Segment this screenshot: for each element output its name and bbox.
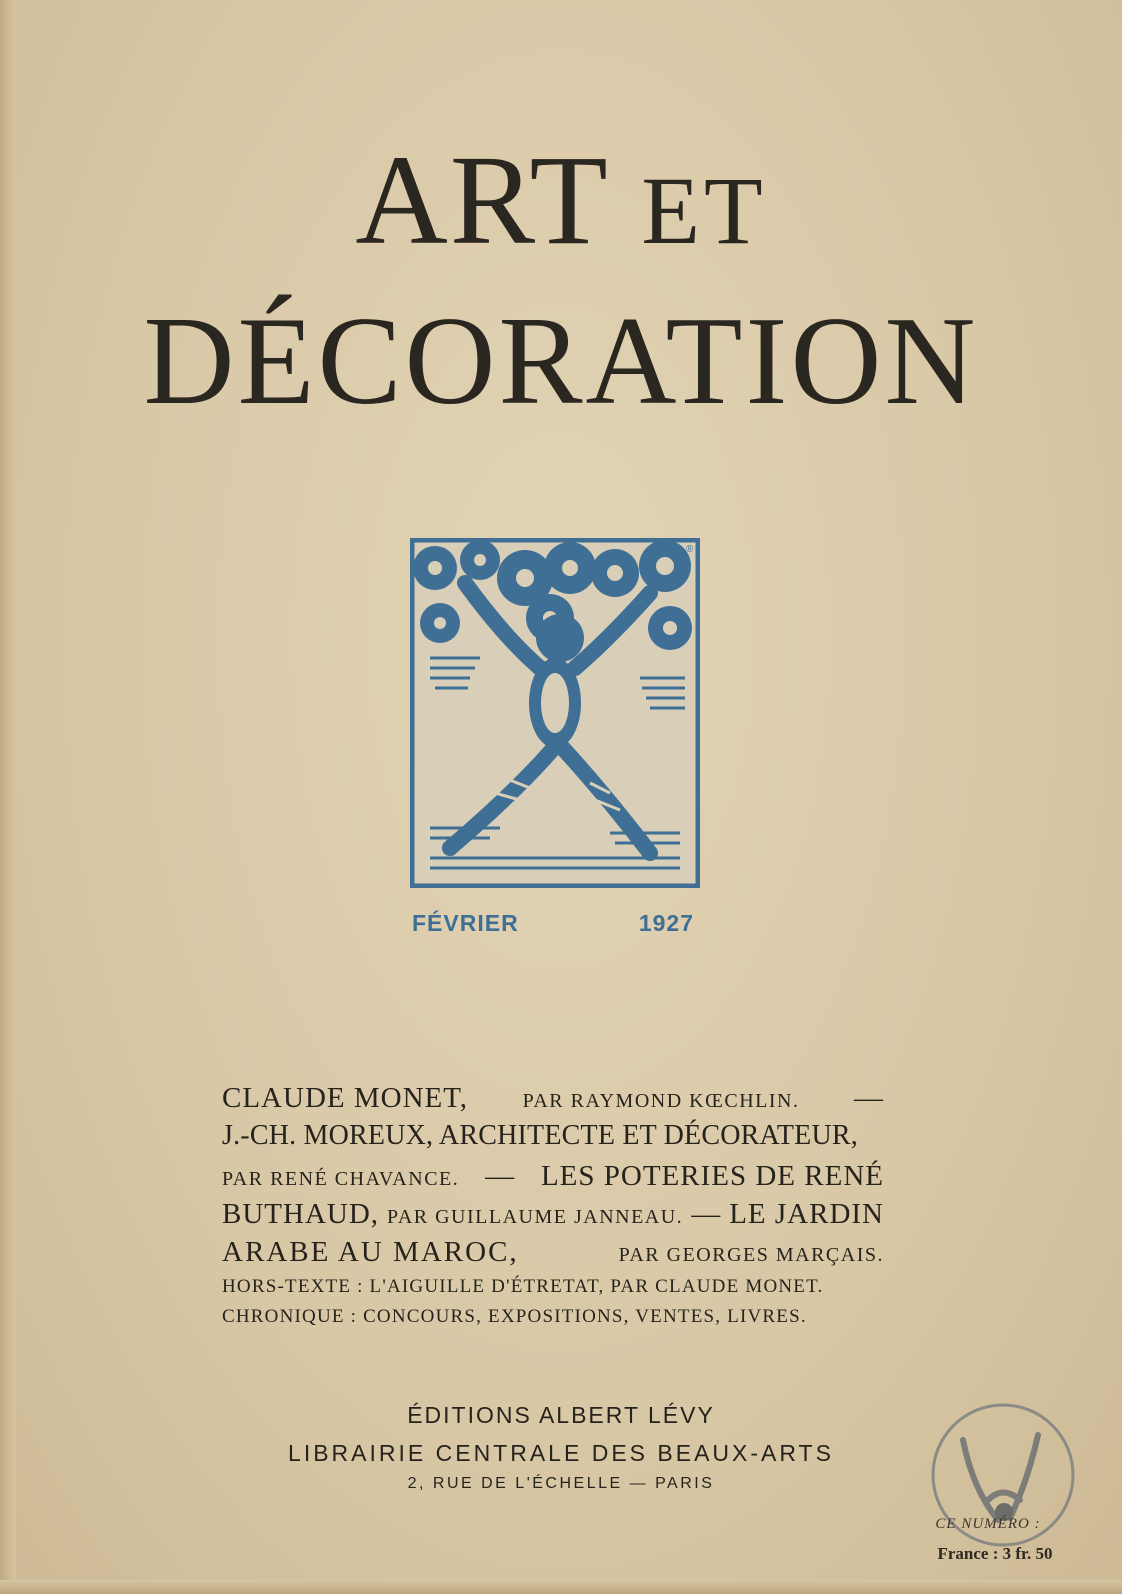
masthead-line-2: DÉCORATION xyxy=(143,292,979,431)
issue-year: 1927 xyxy=(638,910,694,936)
article-title: LE JARDIN xyxy=(729,1198,884,1230)
article-title: ARABE AU MAROC, xyxy=(222,1236,519,1268)
hors-texte-line: HORS-TEXTE : L'AIGUILLE D'ÉTRETAT, PAR CLAUDE MONET. xyxy=(222,1276,824,1297)
article-title: CLAUDE MONET, xyxy=(222,1082,469,1114)
separator-dash: — xyxy=(854,1082,884,1114)
article-author: PAR GEORGES MARÇAIS. xyxy=(618,1244,884,1266)
publisher-library: LIBRAIRIE CENTRALE DES BEAUX-ARTS xyxy=(288,1440,834,1466)
article-author: PAR RAYMOND KŒCHLIN. xyxy=(522,1090,800,1112)
article-author: PAR GUILLAUME JANNEAU. xyxy=(387,1206,684,1228)
contents-line xyxy=(222,1236,884,1276)
article-author: PAR RENÉ CHAVANCE. xyxy=(222,1168,460,1190)
publisher-name: ÉDITIONS ALBERT LÉVY xyxy=(407,1402,715,1428)
masthead-line-1 xyxy=(0,130,1122,281)
separator-dash: — xyxy=(485,1160,516,1192)
svg-text:®: ® xyxy=(686,544,694,555)
issue-date xyxy=(410,910,700,944)
publisher-address: 2, RUE DE L'ÉCHELLE — PARIS xyxy=(407,1475,715,1492)
masthead-et: ET xyxy=(641,157,767,264)
woodcut-faun-illustration xyxy=(410,538,700,888)
contents-line xyxy=(222,1198,884,1236)
price-value: France : 3 fr. 50 xyxy=(937,1544,1053,1563)
table-of-contents xyxy=(222,1082,884,1336)
issue-month: FÉVRIER xyxy=(412,910,519,936)
article-title: LES POTERIES DE RENÉ xyxy=(540,1160,884,1192)
article-title: J.-CH. MOREUX, ARCHITECTE ET DÉCORATEUR, xyxy=(222,1120,858,1151)
paper-edge-bottom xyxy=(0,1580,1122,1594)
price-label: CE NUMÉRO : xyxy=(935,1516,1041,1532)
article-title: BUTHAUD, xyxy=(222,1198,380,1230)
separator-dash: — xyxy=(691,1198,722,1230)
contents-line xyxy=(222,1120,884,1160)
chronique-line: CHRONIQUE : CONCOURS, EXPOSITIONS, VENTES, LIVRES. xyxy=(222,1306,807,1327)
masthead-art: ART xyxy=(355,129,608,271)
contents-line xyxy=(222,1082,884,1120)
contents-line xyxy=(222,1160,884,1198)
